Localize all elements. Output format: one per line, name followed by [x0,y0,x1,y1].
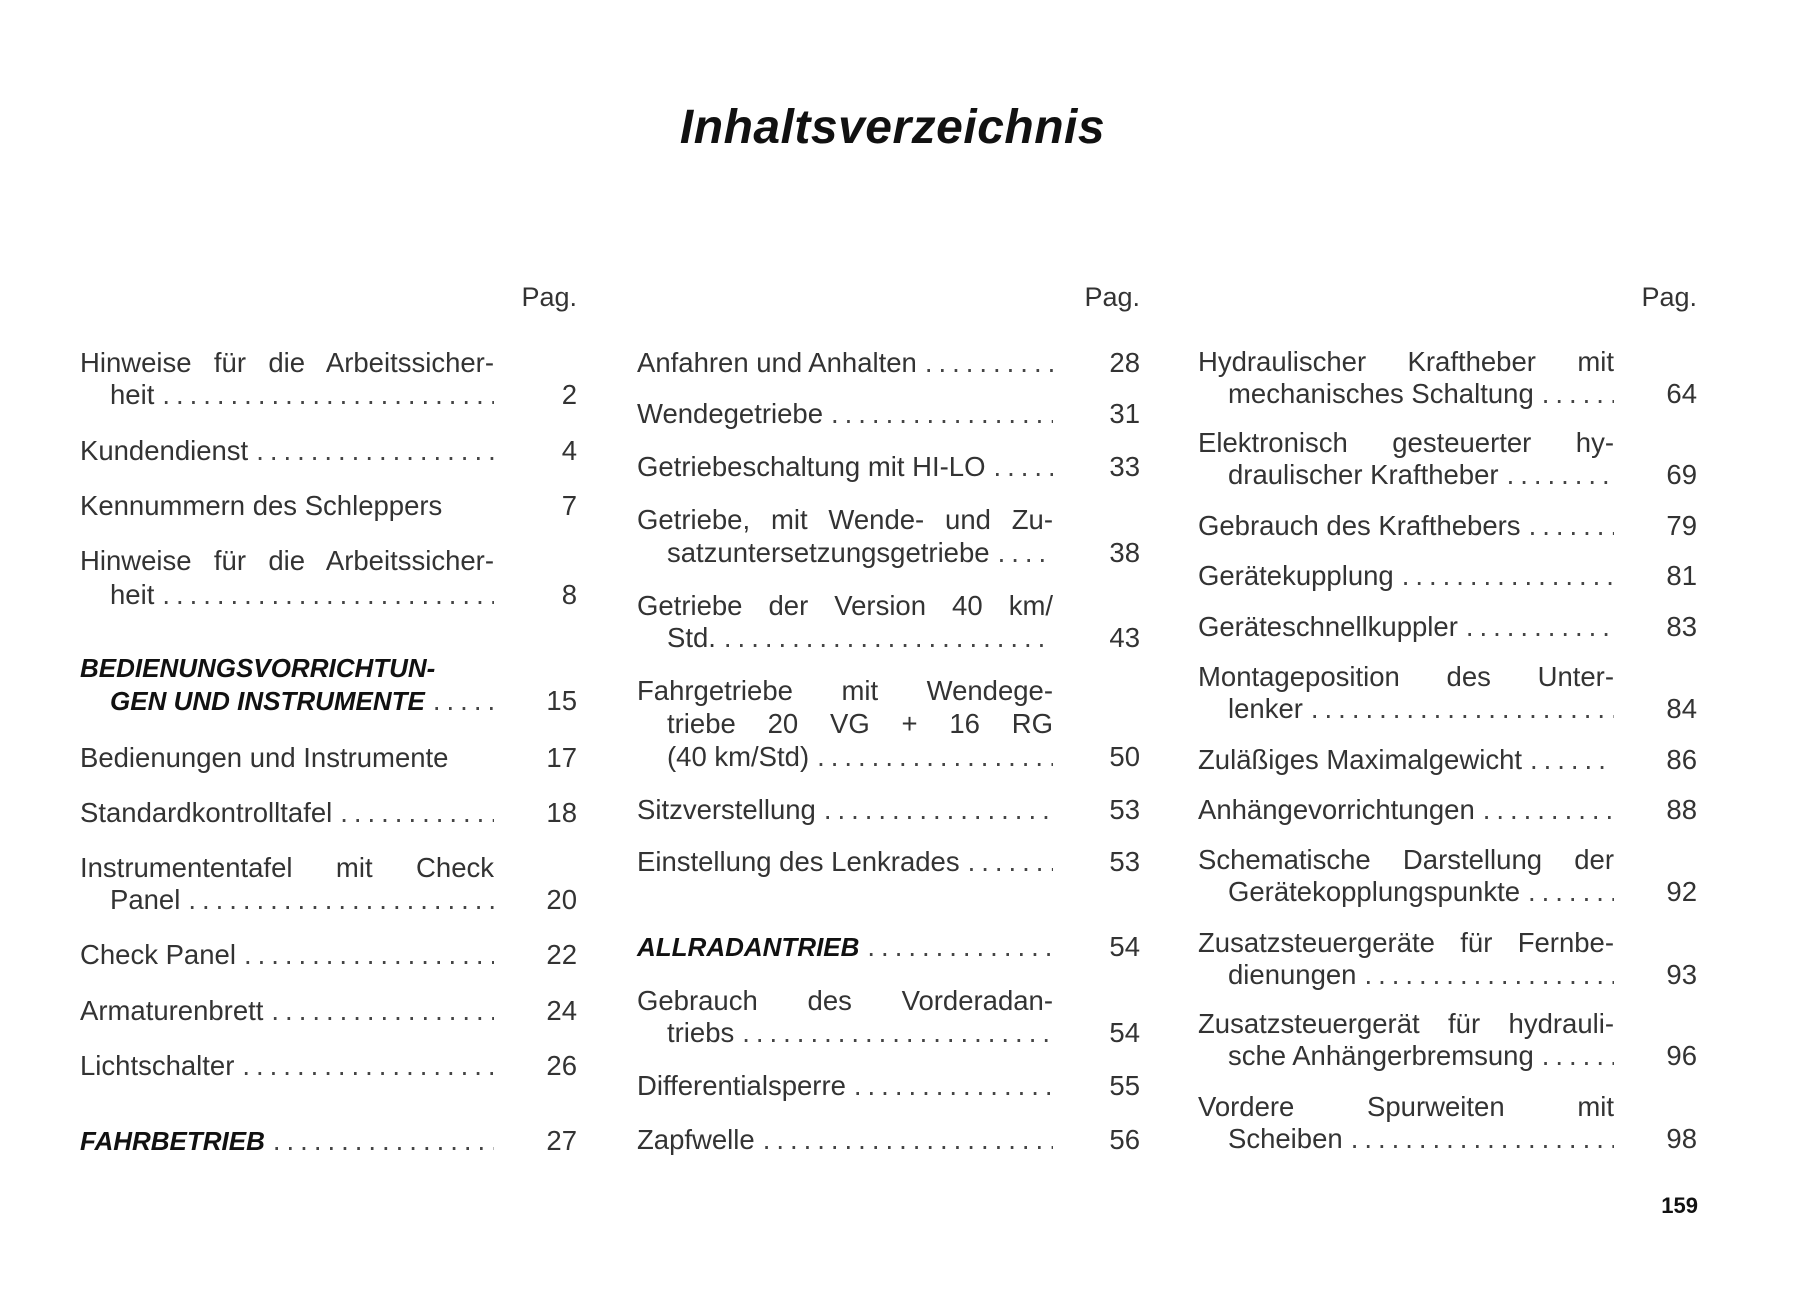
toc-entry-line[interactable] [637,450,1053,484]
toc-entry-text: Hydraulischer Kraftheber mit [1198,345,1614,377]
toc-page-number: 84 [1666,693,1697,725]
toc-entry-line[interactable] [667,621,1053,655]
dot-leader [1534,377,1614,411]
toc-entry-line[interactable] [110,378,494,412]
toc-entry-line[interactable] [637,930,1053,964]
toc-entry-text: Zuläßiges Maximalgewicht [1198,743,1522,775]
toc-page-number: 55 [1109,1070,1140,1101]
toc-entry-line[interactable] [110,684,494,718]
toc-page-number: 26 [546,1050,577,1082]
toc-page-number: 64 [1666,377,1697,409]
dot-leader [154,378,494,412]
toc-entry-text: lenker [1228,693,1303,725]
toc-entry-text: Hinweise für die Arbeitssicher- [80,346,494,378]
toc-entry-text: Getriebe der Version 40 km/ [637,590,1053,622]
dot-leader [236,938,494,972]
toc-entry-line[interactable] [80,346,494,380]
toc-entry-line[interactable] [1228,1039,1614,1073]
toc-entry-line[interactable] [637,845,1053,879]
toc-page-number: 88 [1666,794,1697,826]
toc-entry-text: sche Anhängerbremsung [1228,1040,1534,1072]
toc-entry-text: Gebrauch des Vorderadan- [637,985,1053,1017]
toc-entry-line[interactable] [667,740,1053,774]
dot-leader [1303,692,1614,726]
toc-entry-line[interactable] [110,883,494,917]
dot-leader [734,1016,1053,1050]
toc-entry-text: Hinweise für die Arbeitssicher- [80,545,494,577]
toc-entry-text: Vordere Spurweiten mit [1198,1090,1614,1122]
page-number: 159 [1661,1193,1698,1218]
toc-page-number: 4 [561,435,577,467]
toc-entry-text: Bedienungen und Instrumente [80,741,449,773]
toc-entry-text: Gebrauch des Krafthebers [1198,509,1521,541]
toc-entry-line[interactable] [1198,743,1614,777]
toc-entry-text: Check Panel [80,939,236,971]
toc-entry-text: Elektronisch gesteuerter hy- [1198,427,1614,459]
dot-leader [823,397,1053,431]
toc-entry-line[interactable] [80,796,494,830]
toc-entry-line[interactable] [1198,793,1614,827]
toc-entry-text: Std. [667,622,716,654]
toc-page-number: 54 [1109,931,1140,963]
toc-entry-line[interactable] [80,851,494,885]
dot-leader [180,883,494,917]
toc-entry-text: heit [110,378,155,410]
toc-entry-text: draulischer Kraftheber [1228,459,1499,491]
toc-entry-text: Gerätekopplungspunkte [1228,875,1521,907]
toc-entry-text: Zusatzsteuergerät für hydrauli- [1198,1008,1614,1040]
toc-section-heading: FAHRBETRIEB [80,1126,265,1157]
toc-page-number: 96 [1666,1040,1697,1072]
toc-entry-text: Instrumententafel mit Check [80,851,494,883]
toc-entry-line[interactable] [637,397,1053,431]
toc-entry-line[interactable] [1228,458,1614,492]
toc-entry-line[interactable] [637,589,1053,623]
toc-page-number: 22 [546,939,577,971]
toc-entry-line[interactable] [1228,1122,1614,1156]
toc-entry-line[interactable] [1228,377,1614,411]
toc-entry-text: (40 km/Std) [667,740,810,772]
toc-entry-line[interactable] [80,741,494,775]
dot-leader [234,1049,494,1083]
toc-entry-line[interactable] [1198,509,1614,543]
toc-entry-text: Lichtschalter [80,1050,235,1082]
toc-entry-line[interactable] [637,503,1053,537]
dot-leader [1458,610,1614,644]
toc-entry-line[interactable] [1198,660,1614,694]
toc-page-number: 24 [546,995,577,1027]
toc-page-number: 28 [1109,346,1140,378]
toc-entry-text: Sitzverstellung [637,794,816,826]
dot-leader [1356,958,1614,992]
toc-page-number: 27 [546,1125,577,1157]
dot-leader [1343,1122,1614,1156]
toc-entry-line[interactable] [1198,345,1614,379]
toc-page-number: 53 [1109,794,1140,826]
toc-entry-text: Einstellung des Lenkrades [637,846,960,878]
toc-page-number: 20 [546,884,577,916]
dot-leader [816,793,1053,827]
toc-entry-line[interactable] [637,674,1053,708]
toc-entry-line[interactable] [80,489,494,523]
toc-section-heading: BEDIENUNGSVORRICHTUN- [80,653,436,684]
toc-page-number: 93 [1666,958,1697,990]
toc-entry-text: Zapfwelle [637,1123,755,1155]
toc-page-number: 38 [1109,537,1140,569]
toc-entry-line[interactable] [80,544,494,578]
toc-page-number: 2 [561,378,577,410]
toc-entry-line[interactable] [80,1124,494,1158]
toc-page-number: 8 [561,578,577,610]
dot-leader [154,578,494,612]
dot-leader [1499,458,1614,492]
dot-leader [425,684,494,718]
toc-entry-line[interactable] [1198,926,1614,960]
toc-entry-line[interactable] [637,346,1053,380]
dot-leader [248,434,494,468]
toc-entry-line[interactable] [667,1016,1053,1050]
dot-leader [1534,1039,1614,1073]
dot-leader [985,450,1053,484]
dot-leader [1522,743,1614,777]
toc-entry-line[interactable] [1198,1090,1614,1124]
toc-page-number: 7 [561,490,577,522]
toc-entry-text: Panel [110,884,181,916]
toc-entry-line[interactable] [1198,843,1614,877]
toc-entry-line[interactable] [667,536,1053,570]
dot-leader [846,1069,1053,1103]
toc-entry-text: Kundendienst [80,435,249,467]
toc-page-number: 81 [1666,560,1697,592]
toc-page-number: 43 [1109,622,1140,654]
toc-entry-line[interactable] [637,793,1053,827]
toc-page-number: 33 [1109,451,1140,483]
toc-entry-line[interactable] [80,434,494,468]
dot-leader [1475,793,1614,827]
toc-page-number: 79 [1666,509,1697,541]
toc-entry-text: Anfahren und Anhalten [637,346,917,378]
toc-entry-line[interactable] [667,707,1053,741]
toc-entry-line[interactable] [1198,559,1614,593]
toc-entry-line[interactable] [1228,875,1614,909]
toc-entry-line[interactable] [80,1049,494,1083]
toc-section-heading: ALLRADANTRIEB [637,932,860,963]
toc-entry-text: Scheiben [1228,1122,1343,1154]
toc-entry-text: Montageposition des Unter- [1198,661,1614,693]
dot-leader [859,930,1053,964]
toc-entry-text: Getriebe, mit Wende- und Zu- [637,504,1053,536]
dot-leader [917,346,1053,380]
toc-entry-text: Standardkontrolltafel [80,796,333,828]
toc-entry-line[interactable] [80,994,494,1028]
pag-header: Pag. [1084,282,1140,312]
toc-entry-text: dienungen [1228,958,1357,990]
toc-page-number: 18 [546,796,577,828]
toc-entry-line[interactable] [110,578,494,612]
toc-entry-line[interactable] [637,984,1053,1018]
toc-entry-text: Geräteschnellkuppler [1198,610,1458,642]
page-title: Inhaltsverzeichnis [679,101,1106,154]
toc-entry-text: Armaturenbrett [80,995,264,1027]
toc-page-number: 53 [1109,846,1140,878]
toc-page-number: 17 [546,741,577,773]
toc-entry-line[interactable] [1198,610,1614,644]
toc-entry-text: Zusatzsteuergeräte für Fernbe- [1198,926,1614,958]
toc-entry-line[interactable] [637,1123,1053,1157]
toc-entry-text: triebe 20 VG + 16 RG [667,708,1053,740]
toc-page-number: 15 [546,685,577,717]
toc-entry-text: triebs [667,1017,735,1049]
toc-entry-line[interactable] [1228,958,1614,992]
toc-page-number: 56 [1109,1123,1140,1155]
dot-leader [1520,875,1614,909]
toc-entry-line[interactable] [1228,692,1614,726]
toc-page-number: 86 [1666,743,1697,775]
toc-page-number: 92 [1666,875,1697,907]
pag-header: Pag. [521,282,577,312]
toc-entry-text: satzuntersetzungsgetriebe [667,537,990,569]
dot-leader [263,994,494,1028]
dot-leader [809,740,1053,774]
toc-entry-text: Kennummern des Schleppers [80,490,443,522]
dot-leader [1521,509,1614,543]
toc-entry-line[interactable] [637,1069,1053,1103]
toc-entry-text: Fahrgetriebe mit Wendege- [637,675,1053,707]
toc-entry-line[interactable] [1198,1007,1614,1041]
dot-leader [265,1124,494,1158]
toc-entry-line[interactable] [80,938,494,972]
dot-leader [755,1123,1053,1157]
toc-page-number: 83 [1666,610,1697,642]
pag-header: Pag. [1641,282,1697,312]
toc-entry-text: Anhängevorrichtungen [1198,794,1475,826]
dot-leader [716,621,1053,655]
dot-leader [990,536,1053,570]
dot-leader [1394,559,1614,593]
toc-entry-text: Getriebeschaltung mit HI-LO [637,451,986,483]
dot-leader [332,796,494,830]
toc-page-number: 50 [1109,740,1140,772]
toc-page-number: 98 [1666,1122,1697,1154]
toc-entry-text: Differentialsperre [637,1070,846,1101]
toc-entry-text: Gerätekupplung [1198,560,1394,592]
toc-entry-text: heit [110,578,155,610]
dot-leader [960,845,1053,879]
toc-entry-text: Wendegetriebe [637,398,824,430]
toc-section-heading: GEN UND INSTRUMENTE [110,686,425,717]
toc-entry-text: mechanisches Schaltung [1228,377,1534,409]
toc-page-number: 31 [1109,398,1140,430]
toc-page-number: 54 [1109,1017,1140,1049]
toc-entry-line[interactable] [1198,426,1614,460]
toc-page-number: 69 [1666,459,1697,491]
toc-entry-line[interactable] [80,651,494,685]
toc-entry-text: Schematische Darstellung der [1198,843,1614,875]
